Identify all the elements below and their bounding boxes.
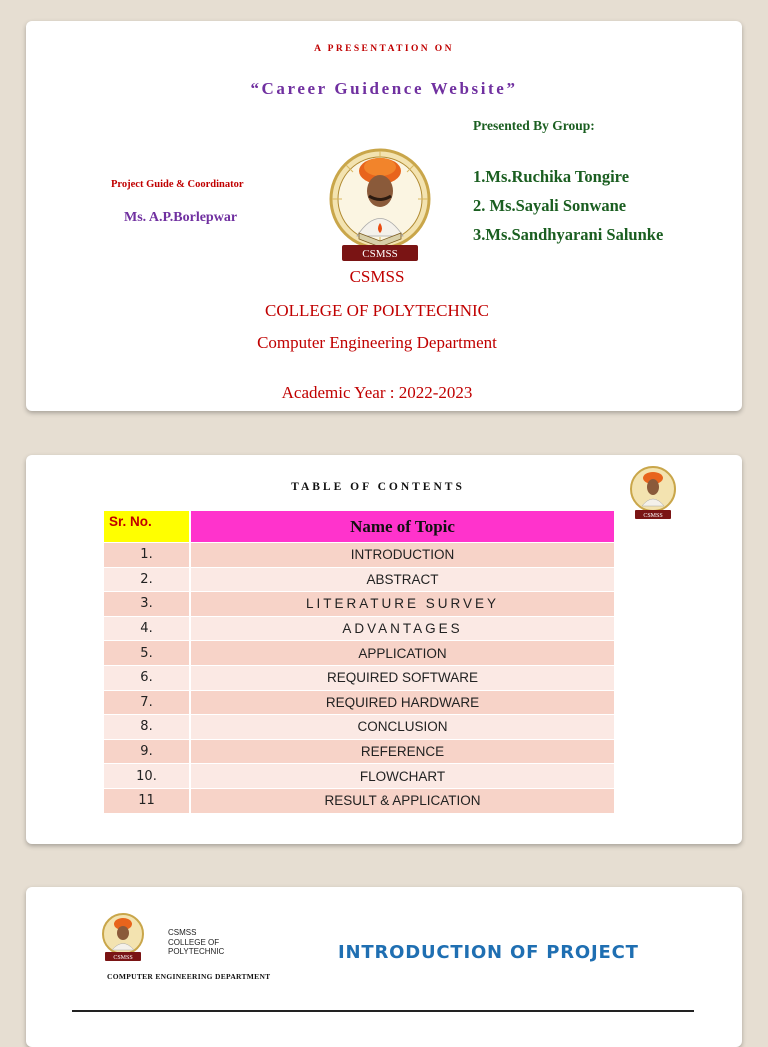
table-row (104, 764, 614, 789)
table-row (104, 641, 614, 666)
intro-title: INTRODUCTION OF PROJECT (338, 942, 639, 963)
table-row (104, 567, 614, 592)
row-topic: INTRODUCTION (190, 543, 614, 568)
row-topic: REQUIRED SOFTWARE (190, 665, 614, 690)
org-name: CSMSS (349, 267, 405, 286)
college-name: COLLEGE OF POLYTECHNIC (264, 301, 489, 320)
row-sr: 4. (104, 616, 190, 641)
guide-name: Ms. A.P.Borlepwar (124, 210, 238, 225)
table-of-contents-slide (26, 455, 742, 844)
small-line-2: COLLEGE OF (168, 937, 220, 947)
row-topic: LITERATURE SURVEY (190, 592, 614, 617)
row-sr: 10. (104, 764, 190, 789)
department-name: Computer Engineering Department (257, 333, 497, 352)
college-small-text (168, 928, 224, 957)
member-2: 2. Ms.Sayali Sonwane (473, 196, 627, 215)
row-topic: CONCLUSION (190, 715, 614, 740)
college-logo-small (629, 464, 677, 520)
table-row (104, 690, 614, 715)
table-row (104, 715, 614, 740)
svg-text:CSMSS: CSMSS (113, 955, 133, 961)
college-logo-small (96, 912, 150, 962)
college-logo (329, 141, 431, 267)
row-sr: 8. (104, 715, 190, 740)
presented-by-label: Presented By Group: (473, 118, 595, 133)
table-row (104, 739, 614, 764)
row-sr: 3. (104, 592, 190, 617)
row-topic: RESULT & APPLICATION (190, 788, 614, 813)
academic-year: Academic Year : 2022-2023 (281, 383, 473, 402)
row-sr: 1. (104, 543, 190, 568)
row-sr: 7. (104, 690, 190, 715)
svg-text:CSMSS: CSMSS (362, 248, 398, 260)
row-topic: REQUIRED HARDWARE (190, 690, 614, 715)
table-row (104, 592, 614, 617)
table-row (104, 788, 614, 813)
row-sr: 5. (104, 641, 190, 666)
guide-label: Project Guide & Coordinator (111, 179, 244, 190)
small-line-3: POLYTECHNIC (168, 947, 225, 956)
row-topic: FLOWCHART (190, 764, 614, 789)
row-topic: ABSTRACT (190, 567, 614, 592)
table-row (104, 665, 614, 690)
svg-text:CSMSS: CSMSS (643, 513, 663, 519)
small-line-1: CSMSS (168, 928, 197, 937)
row-topic: ADVANTAGES (190, 616, 614, 641)
member-3: 3.Ms.Sandhyarani Salunke (473, 225, 664, 244)
row-sr: 9. (104, 739, 190, 764)
introduction-slide (26, 887, 742, 1047)
table-row (104, 543, 614, 568)
row-sr: 11 (104, 788, 190, 813)
member-1: 1.Ms.Ruchika Tongire (473, 167, 630, 186)
presentation-title: “Career Guidence Website” (250, 79, 518, 98)
row-sr: 2. (104, 567, 190, 592)
toc-header-sr: Sr. No. (104, 511, 190, 543)
row-sr: 6. (104, 665, 190, 690)
toc-header-topic: Name of Topic (190, 511, 614, 543)
toc-table (104, 511, 614, 814)
department-label: COMPUTER ENGINEERING DEPARTMENT (107, 972, 271, 981)
title-slide (26, 21, 742, 411)
presentation-kicker: A PRESENTATION ON (314, 44, 454, 54)
table-row (104, 616, 614, 641)
divider-line (72, 1010, 694, 1012)
row-topic: APPLICATION (190, 641, 614, 666)
toc-title: TABLE OF CONTENTS (291, 481, 465, 493)
row-topic: REFERENCE (190, 739, 614, 764)
